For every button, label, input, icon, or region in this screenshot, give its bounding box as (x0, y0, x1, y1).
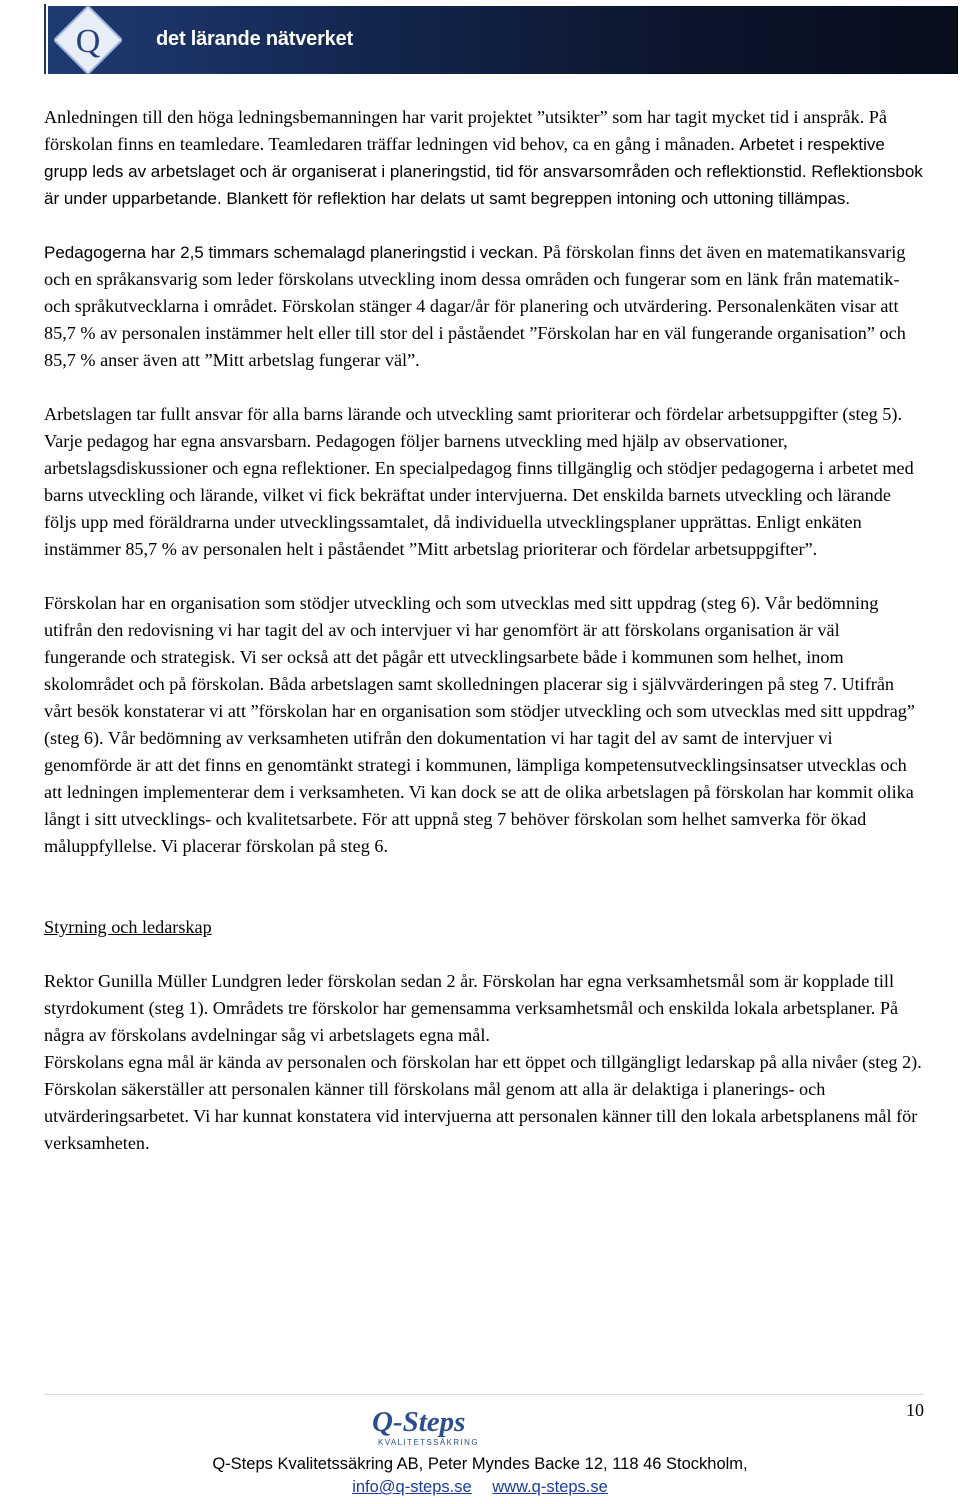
q-logo-icon (54, 6, 122, 74)
qsteps-logo-name: Q-Steps (372, 1406, 466, 1438)
section-heading: Styrning och ledarskap (44, 917, 212, 937)
brand-name: det lärande nätverket (156, 28, 353, 50)
paragraph (44, 239, 924, 374)
paragraph: Förskolan har en organisation som stödjer utveckling och som utvecklas med sitt uppdrag (steg 6). Vår bedömning utifrån den redovisning vi har tagit del av och intervjuer vi har genomfört är att förskolans organisation är väl fungerande och strategisk. Vi ser också att det pågår ett utvecklingsarbete både i kommunen som helhet, inom skolområdet och på förskolan. Båda arbetslagen samt skolledningen placerar sig i självvärderingen på steg 7. Utifrån vårt besök konstaterar vi att ”förskolan har en organisation som stödjer utveckling och som utvecklas med sitt uppdrag” (steg 6). Vår bedömning av verksamheten utifrån den dokumentation vi har tagit del av samt de intervjuer vi genomförde är att det finns en genomtänkt strategi i kommunen, lämpliga kompetensutvecklingsinsatser utvecklas och att ledningen implementerar dem i verksamheten. Vi kan dock se att de olika arbetslagen på förskolan har kommit olika långt i sitt utvecklings- och kvalitetsarbete. För att uppnå steg 7 behöver förskolan som helhet samverka för ökad måluppfyllelse. Vi placerar förskolan på steg 6. (44, 593, 915, 856)
footer-divider (44, 1394, 924, 1395)
paragraph-text: På förskolan finns det även en matematikansvarig och en språkansvarig som leder förskolans utveckling inom dessa områden och fungerar som en länk från matematik- och språkutvecklarna i området. Förskolan stänger 4 dagar/år för planering och utvärdering. Personalenkäten visar att 85,7 % av personalen instämmer helt eller till stor del i påståendet ”Förskolan har en väl fungerande organisation” och 85,7 % anser även att ”Mitt arbetslag fungerar väl”. (44, 242, 906, 370)
page-number: 10 (906, 1400, 924, 1420)
footer-address: Q-Steps Kvalitetssäkring AB, Peter Myndes Backe 12, 118 46 Stockholm, (212, 1455, 748, 1473)
svg-text:Q: Q (75, 23, 101, 60)
paragraph-text: Anledningen till den höga ledningsbemanningen har varit projektet ”utsikter” som har tagit mycket tid i anspråk. På förskolan finns en teamledare. Teamledaren träffar ledningen vid behov, ca en gång i månaden. (44, 107, 887, 154)
website-link[interactable]: www.q-steps.se (492, 1478, 608, 1496)
document-body (44, 104, 924, 1157)
paragraph: Arbetslagen tar fullt ansvar för alla barns lärande och utveckling samt prioriterar och fördelar arbetsuppgifter (steg 5). Varje pedagog har egna ansvarsbarn. Pedagogen följer barnens utveckling med hjälp av observationer, arbetslagsdiskussioner och egna reflektioner. En specialpedagog finns tillgänglig och stödjer pedagogerna i arbetet med barns utveckling och lärande, vilket vi fick bekräftat under intervjuerna. Det enskilda barnets utveckling och lärande följs upp med föräldrarna under utvecklingssamtalet, då individuella utvecklingsplaner upprättas. Enligt enkäten instämmer 85,7 % av personalen helt i påståendet ”Mitt arbetslag prioriterar och fördelar arbetsuppgifter”. (44, 404, 914, 559)
qsteps-logo-subtitle: KVALITETSSÄKRING (378, 1438, 479, 1447)
paragraph: Förskolans egna mål är kända av personalen och förskolan har ett öppet och tillgängligt ledarskap på alla nivåer (steg 2). Förskolan säkerställer att personalen känner till förskolans mål genom att alla är delaktiga i planerings- och utvärderingsarbetet. Vi har kunnat konstatera vid intervjuerna att personalen känner till den lokala arbetsplanens mål för verksamheten. (44, 1052, 922, 1153)
qsteps-logo (372, 1406, 482, 1448)
paragraph-text: Pedagogerna har 2,5 timmars schemalagd planeringstid i veckan. (44, 243, 539, 262)
header-divider (44, 4, 46, 74)
paragraph-text: Arbetet i respektive grupp leds av arbetslaget och är organiserat i planeringstid, tid för ansvarsområden och reflektionstid. Reflektionsbok är under upparbetande. Blankett för reflektion har delats ut samt begreppen intoning och uttoning tillämpas. (44, 135, 923, 208)
paragraph (44, 104, 924, 212)
footer-links (0, 1478, 960, 1497)
header-banner (44, 4, 958, 74)
paragraph: Rektor Gunilla Müller Lundgren leder förskolan sedan 2 år. Förskolan har egna verksamhetsmål som är kopplade till styrdokument (steg 1). Områdets tre förskolor har gemensamma verksamhetsmål och enskilda lokala arbetsplaner. På några av förskolans avdelningar såg vi arbetslagets egna mål. (44, 971, 899, 1045)
email-link[interactable]: info@q-steps.se (352, 1478, 472, 1496)
